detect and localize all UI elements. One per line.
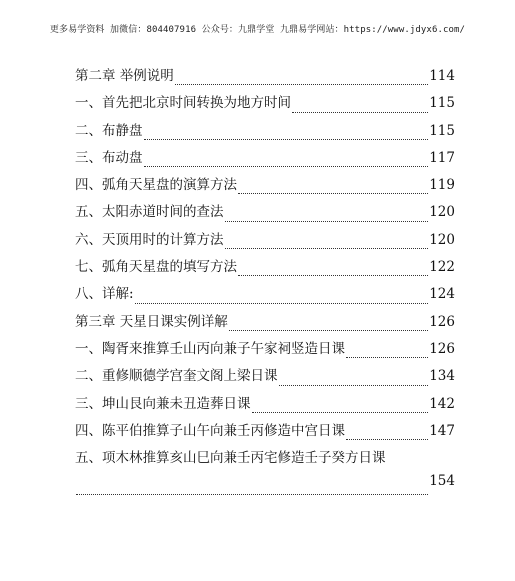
toc-leader-dots	[229, 330, 428, 331]
page-header-watermark: 更多易学资料 加微信：804407916 公众号：九鼎学堂 九鼎易学网站：https://www.jdyx6.com/	[49, 25, 466, 35]
toc-entry-page: 124	[429, 286, 455, 303]
toc-entry-page: 120	[429, 231, 455, 248]
toc-entry[interactable]	[75, 364, 455, 391]
toc-entry[interactable]	[75, 337, 455, 364]
toc-entry-title: 一、陶胥来推算壬山丙向兼子午家祠竖造日课	[75, 340, 345, 357]
toc-leader-dots	[144, 139, 429, 140]
toc-entry-page: 154	[429, 473, 455, 490]
toc-entry[interactable]	[75, 119, 455, 146]
toc-leader-dots	[76, 494, 428, 495]
toc-leader-dots	[175, 84, 428, 85]
toc-leader-dots	[144, 166, 429, 167]
toc-leader-dots	[225, 221, 429, 222]
toc-entry-title: 八、详解:	[75, 286, 134, 303]
toc-entry-page: 115	[429, 95, 455, 112]
toc-leader-dots	[346, 439, 428, 440]
toc-entry-page: 126	[429, 313, 455, 330]
toc-entry[interactable]	[75, 91, 455, 118]
toc-entry[interactable]	[75, 446, 455, 473]
toc-entry-title: 二、布静盘	[75, 122, 143, 139]
toc-entry[interactable]	[75, 228, 455, 255]
toc-leader-dots	[135, 303, 429, 304]
toc-entry-title: 第三章 天星日课实例详解	[75, 313, 228, 330]
toc-entry[interactable]	[75, 310, 455, 337]
toc-entry-title: 五、项木林推算亥山巳向兼壬丙宅修造壬子癸方日课	[75, 450, 386, 467]
table-of-contents	[75, 64, 455, 501]
toc-entry-title: 一、首先把北京时间转换为地方时间	[75, 95, 291, 112]
toc-entry[interactable]	[75, 392, 455, 419]
toc-entry[interactable]	[75, 255, 455, 282]
toc-entry[interactable]	[75, 64, 455, 91]
toc-entry[interactable]	[75, 146, 455, 173]
toc-entry-title: 三、布动盘	[75, 149, 143, 166]
toc-entry-page: 126	[429, 340, 455, 357]
toc-entry-page: 134	[429, 368, 455, 385]
toc-entry[interactable]	[75, 173, 455, 200]
toc-entry-page: 114	[429, 68, 455, 84]
toc-entry-page: 119	[429, 177, 455, 194]
toc-entry-title: 四、陈平伯推算子山午向兼壬丙修造中宫日课	[75, 422, 345, 439]
toc-entry-continuation[interactable]	[75, 473, 455, 500]
toc-entry-page: 122	[429, 259, 455, 276]
toc-entry-title: 六、天顶用时的计算方法	[75, 231, 224, 248]
toc-leader-dots	[252, 412, 429, 413]
toc-entry-title: 五、太阳赤道时间的查法	[75, 204, 224, 221]
toc-leader-dots	[279, 385, 429, 386]
toc-entry-title: 三、坤山艮向兼未丑造葬日课	[75, 395, 251, 412]
toc-leader-dots	[238, 193, 428, 194]
toc-entry-page: 120	[429, 204, 455, 221]
toc-leader-dots	[238, 275, 428, 276]
toc-entry-title: 四、弧角天星盘的演算方法	[75, 177, 237, 194]
toc-entry[interactable]	[75, 200, 455, 227]
toc-entry-page: 115	[429, 122, 455, 139]
toc-entry[interactable]	[75, 282, 455, 309]
toc-entry-title: 二、重修顺德学宫奎文阁上梁日课	[75, 368, 278, 385]
toc-leader-dots	[292, 112, 428, 113]
toc-entry-page: 147	[429, 422, 455, 439]
toc-leader-dots	[225, 248, 429, 249]
toc-entry-title: 第二章 举例说明	[75, 68, 174, 84]
toc-leader-dots	[346, 357, 428, 358]
toc-entry-title: 七、弧角天星盘的填写方法	[75, 259, 237, 276]
toc-entry-page: 117	[429, 149, 455, 166]
toc-entry-page: 142	[429, 395, 455, 412]
toc-entry[interactable]	[75, 419, 455, 446]
